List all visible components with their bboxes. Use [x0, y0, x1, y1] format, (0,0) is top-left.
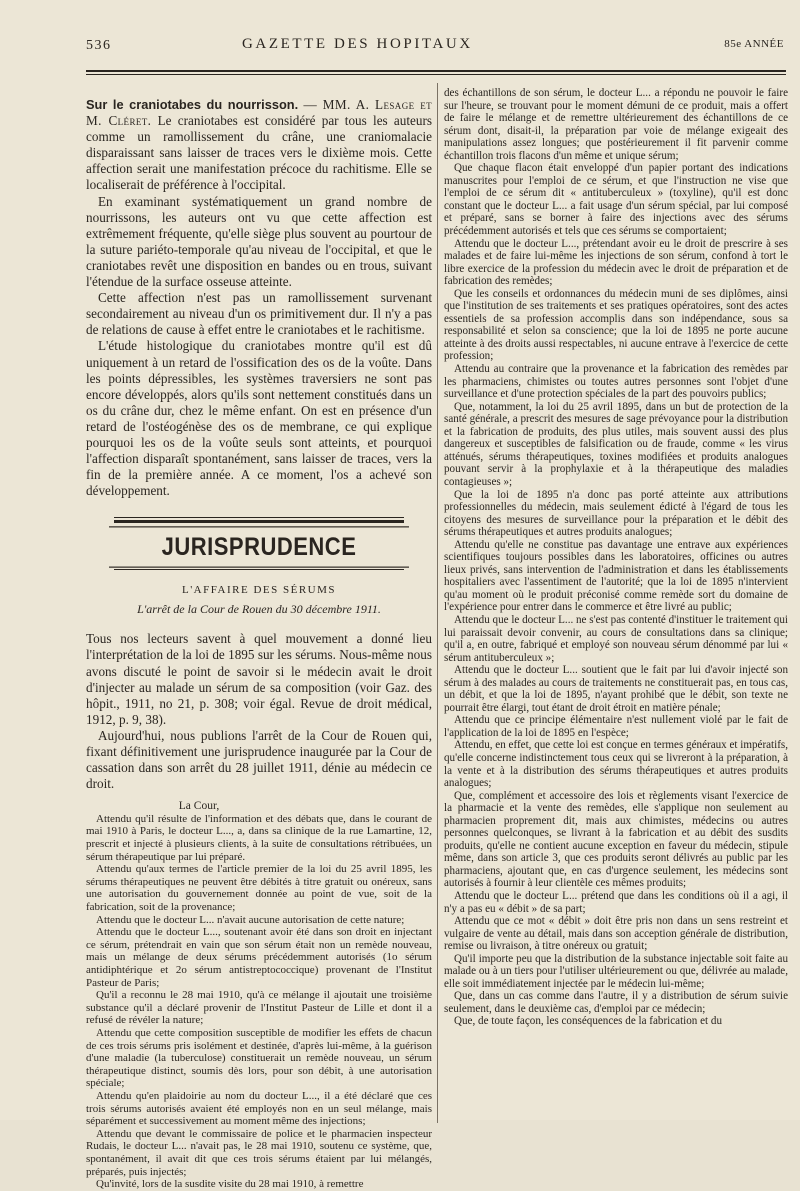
judgment-text-left: [86, 800, 432, 1190]
paragraph: Attendu que cette composition susceptible de modifier les effets de chacun de ces trois sérums pris isolément et destinée, d'après lui-même, à la guérison d'une maladie (la tuberculose) constituerait un remède nouveau, un sérum thérapeutique distinct, soumis dès lors, pour son débit, à une autorisation spéciale;: [86, 1026, 432, 1090]
journal-title: GAZETTE DES HOPITAUX: [242, 36, 473, 52]
article-subtitle: L'arrêt de la Cour de Rouen du 30 décembre 1911.: [137, 602, 381, 617]
paragraph: Attendu que devant le commissaire de police et le pharmacien inspecteur Rudais, le docteur L... n'avait pas, le 28 mai 1910, soutenu ce système, que, spontanément, il avait dit que ces trois sérums étaient par lui mélangés, préparés, puis injectés;: [86, 1127, 432, 1178]
craniotabes-article: [86, 97, 432, 499]
paragraph: Attendu qu'en plaidoirie au nom du docteur L..., il a été déclaré que ces trois sérums autorisés avaient été employés non en un seul mélange, mais séparément et successivement au moment même des injections;: [86, 1089, 432, 1128]
paragraph: Que les conseils et ordonnances du médecin muni de ses diplômes, ainsi que l'institution de ses traitements et ses pratiques opératoires, sont des actes essentiels de sa profession accomplis dans son indépendance, sous sa responsabilité et selon sa conscience; que la loi de 1895 ne porte aucune atteinte à des droits aussi respectables, ni aucune entrave à l'exercice de cette profession;: [444, 287, 788, 363]
paragraph: Attendu au contraire que la provenance et la fabrication des remèdes par les pharmaciens, chimistes ou toutes autres personnes sont l'objet d'une surveillance et d'une protection spéciales de la part des pouvoirs publics;: [444, 363, 788, 401]
paragraph: Attendu qu'elle ne constitue pas davantage une entrave aux expériences scientifiques toujours possibles dans les laboratoires, officines ou autres lieux privés, sans intervention de l'administration et dans les établissements hospitaliers avec l'assentiment de l'autorité; que la loi de 1895 n'intervient qu'au moment où le produit préconisé comme remède sort du domaine de l'expérience pour entrer dans le commerce et être livré au public;: [444, 538, 788, 614]
paragraph: Attendu que ce principe élémentaire n'est nullement violé par le fait de l'application de la loi de 1895 en l'espèce;: [444, 714, 788, 739]
paragraph: Que chaque flacon était enveloppé d'un papier portant des indications manuscrites pour l'emploi de ce sérum, et que l'instruction ne vise que l'emploi de ce sérum dit « antituberculeux » (toxyline), qu'il est donc constant que le docteur L... a fait usage d'un sérum spécial, par lui composé et préparé, sans se borner à faire des injections avec des sérums précédemment autorisés et tels que ces sérums se comportaient;: [444, 162, 788, 238]
section-rule: [114, 569, 404, 570]
article-title: Sur le craniotabes du nourrisson.: [86, 97, 299, 112]
paragraph: Attendu qu'aux termes de l'article premier de la loi du 25 avril 1895, les sérums thérapeutiques ne peuvent être débités à titre gratuit ou onéreux, sans une autorisation du gouvernement donnée au point de vue, soit de la fabrication, soit de la provenance;: [86, 863, 432, 914]
article-lead-paragraph: [86, 97, 432, 194]
paragraph: Attendu que le docteur L... prétend que dans les conditions où il a agi, il n'y a pas eu « débit » de sa part;: [444, 890, 788, 915]
page-header: [86, 26, 790, 52]
paragraph: Attendu que le docteur L..., prétendant avoir eu le droit de prescrire à ses malades et de faire lui-même les injections de son sérum, confond à tort le libre exercice de la profession du médecin avec le droit de préparation et de fabrication des remèdes;: [444, 237, 788, 288]
paragraph: Tous nos lecteurs savent à quel mouvement a donné lieu l'interprétation de la loi de 1895 sur les sérums. Nous-même nous avons discuté le point de savoir si le médecin avait le droit d'injecter au malade un sérum de sa composition (voir Gaz. des hôpit., 1911, no 21, p. 308; voir égal. Revue de droit médical, 1912, p. 9, 38).: [86, 631, 432, 727]
paragraph: Que la loi de 1895 n'a donc pas porté atteinte aux attributions professionnelles du médecin, mais seulement édicté à l'égard de tous les citoyens des mesures de surveillance pour la préparation et le débit des sérums thérapeutiques et autres produits analogues;: [444, 488, 788, 539]
left-column: [86, 83, 432, 1191]
paragraph: Attendu, en effet, que cette loi est conçue en termes généraux et impératifs, qu'elle concerne indistinctement tous ceux qui se livreront à la préparation, à la vente et à la distribution des sérums thérapeutiques et autres produits analogues;: [444, 739, 789, 790]
judgment-text-right: [444, 87, 788, 1028]
header-rule: [86, 70, 786, 75]
paragraph: Aujourd'hui, nous publions l'arrêt de la Cour de Rouen qui, fixant définitivement une jurisprudence inaugurée par la Cour de cassation dans son arrêt du 28 juillet 1911, dénie au médecin ce droit.: [86, 727, 432, 792]
paragraph: L'étude histologique du craniotabes montre qu'il est dû uniquement à un retard de l'ossification des os de la voûte. Dans les points dépressibles, les systèmes traversiers ne sont pas encore développés, alors qu'ils sont nettement constitués dans un os du crâne dur, chez le même enfant. On est en présence d'un retard de l'ostéogénèse des os de membrane, ce qui explique pourquoi les os de la voûte seuls sont atteints, et pourquoi l'affection disparaît spontanément, sans laisser de traces, vers la fin de la première année. A ce moment, l'os a achevé son développement.: [86, 338, 432, 499]
paragraph: Que, notamment, la loi du 25 avril 1895, dans un but de protection de la santé générale, a prescrit des mesures de sage prévoyance pour la distribution et la fabrication de produits, des plus utiles, mais souvent aussi des plus dangereux et susceptibles de falsification ou de fraude, comme « les virus atténués, sérums thérapeutiques, toxines modifiées et produits analogues pouvant servir à la prophylaxie et à la thérapeutique des maladies contagieuses »;: [444, 400, 788, 488]
paragraph: Qu'invité, lors de la susdite visite du 28 mai 1910, à remettre: [96, 1178, 364, 1191]
paragraph: Que, complément et accessoire des lois et règlements visant l'exercice de la pharmacie et la vente des remèdes, elle s'applique non seulement au pharmacien proprement dit, mais aux chimistes, médecins ou autres personnes quelconques, se livrant à la fabrication et au débit des susdits produits, qu'elle ne contient aucune exception en faveur du médecin, stipule même, dans son article 3, que ces produits seront délivrés au public par les pharmaciens, ajoutant que, en cas d'urgence seulement, les médecins sont autorisés à fournir à leur clientèle ces mêmes produits;: [444, 789, 788, 890]
column-divider: [437, 83, 438, 1123]
paragraph: des échantillons de son sérum, le docteur L... a répondu ne pouvoir le faire sur l'heure, se trouvant pour le moment démuni de ce produit, mais a offert de faire le mélange et de remettre ultérieurement des échantillons de ce sérum dont, disait-il, la préparation par voie de mélange exigeait des manipulations assez longues; que postérieurement il fit parvenir comme échantillon trois flacons d'un même et unique sérum;: [444, 87, 788, 162]
paragraph: Cette affection n'est pas un ramollissement survenant secondairement au niveau d'un os primitivement dur. Il n'y a pas de relations de cause à effet entre le craniotabes et le rachitisme.: [86, 290, 432, 338]
right-column: [444, 83, 788, 1028]
paragraph: Attendu que le docteur L... soutient que le fait par lui d'avoir injecté son sérum à des malades au cours de traitements ne constituerait pas, en tous cas, un débit, et que la loi de 1895, n'ayant prohibé que le débit, son texte ne pourrait être élargi, tout étant de droit étroit en matière pénale;: [444, 664, 788, 714]
section-heading: JURISPRUDENCE: [109, 527, 409, 568]
paragraph: Attendu que le docteur L..., soutenant avoir été dans son droit en injectant ce sérum, prétendrait en vain que son sérum était non un remède nouveau, mais un mélange de deux sérums précédemment autorisés (1o sérum antidiphtérique et 2o sérum antistreptococcique) provenant de l'Institut Pasteur de Paris;: [86, 926, 432, 989]
paragraph: Attendu que le docteur L... ne s'est pas contenté d'instituer le traitement qui lui paraissait devoir convenir, au cours de consultations dans sa clinique; qu'il a, en outre, fabriqué et employé son nouveau sérum dénommé par lui « sérum antituberculeux »;: [444, 613, 788, 664]
paragraph: Attendu que ce mot « débit » doit être pris non dans un sens restreint et vulgaire de vente au détail, mais dans son acception générale de distribution, remise ou livraison, à titre onéreux ou gratuit;: [444, 915, 788, 953]
paragraph: Attendu que le docteur L... n'avait aucune autorisation de cette nature;: [96, 913, 405, 926]
paragraph: Attendu qu'il résulte de l'information et des débats que, dans le courant de mai 1910 à Paris, le docteur L..., a, dans sa clinique de la rue Lamartine, 12, prescrit et injecté à plusieurs clients, à la suite de consultations rétribuées, un sérum thérapeutique par lui préparé.: [86, 812, 432, 863]
section-rule: [114, 517, 404, 518]
article-authors: — MM. A. Lesage et M. Cléret.: [86, 97, 432, 129]
article-title: L'AFFAIRE DES SÉRUMS: [181, 584, 337, 597]
year-label: 85e ANNÉE: [724, 38, 784, 50]
paragraph: Que, de toute façon, les conséquences de la fabrication et du: [454, 1015, 722, 1028]
page-number: 536: [86, 38, 112, 53]
paragraph: Qu'il importe peu que la distribution de la substance injectable soit faite au malade ou à un tiers pour l'utiliser ultérieurement ou que, délivrée au malade, elle soit immédiatement injectée par le médecin lui-même;: [444, 952, 788, 990]
court-label: La Cour,: [178, 800, 220, 813]
section-rule-thick: [114, 520, 404, 523]
paragraph: Que, dans un cas comme dans l'autre, il y a distribution de sérum suivie seulement, dans le deuxième cas, d'emploi par ce médecin;: [444, 990, 788, 1015]
paragraph: En examinant systématiquement un grand nombre de nourrissons, les auteurs ont vu que cette affection est extrêmement fréquente, qu'elle siège plus souvent au pourtour de la suture pariéto-temporale qu'au niveau de l'occipital, et que le craniotabes revêt une disposition en bandes ou en trous, suivant l'étendue de la surface osseuse atteinte.: [86, 193, 432, 290]
paragraph: Qu'il a reconnu le 28 mai 1910, qu'à ce mélange il ajoutait une troisième substance qu'il a déclaré provenir de l'Institut Pasteur de Lille et dont il a refusé de révéler la nature;: [86, 989, 432, 1027]
paragraph: Le craniotabes est considéré par tous les auteurs comme un ramollissement du crâne, une craniomalacie disparaissant sans laisser de traces vers le dixième mois. Cette affection serait une manifestation précoce du rachitisme. Elle se localiserait de préférence à l'occipital.: [86, 113, 433, 193]
jurisprudence-intro: [86, 631, 432, 792]
